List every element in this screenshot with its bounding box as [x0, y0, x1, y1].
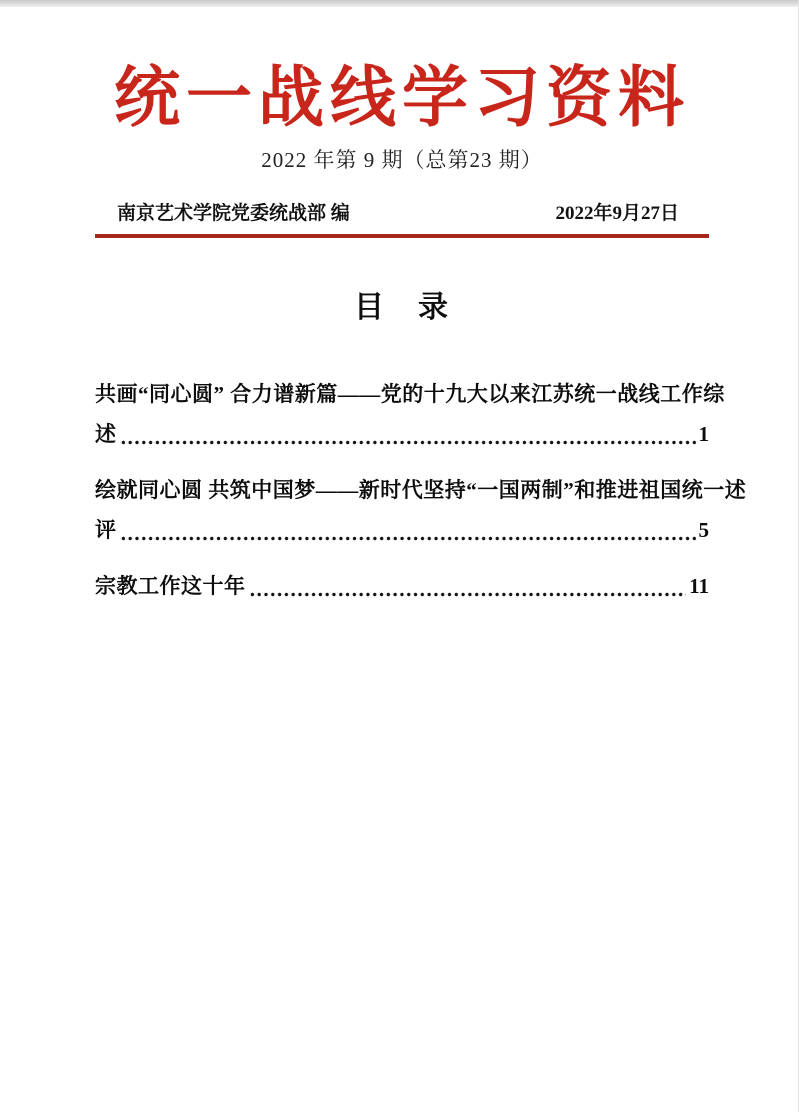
- editor-credit: 南京艺术学院党委统战部 编: [117, 203, 350, 225]
- publish-date: 2022年9月27日: [555, 203, 679, 225]
- toc-item-title-line: 绘就同心圆 共筑中国梦——新时代坚持“一国两制”和推进祖国统一述: [95, 478, 747, 503]
- toc-leader-row: [95, 566, 709, 606]
- toc-item-title: 宗教工作这十年: [95, 574, 246, 599]
- toc-item: [95, 566, 709, 606]
- editor-row: [95, 198, 709, 225]
- issue-number-line: 2022 年第 9 期（总第23 期）: [261, 148, 543, 173]
- toc-item-title-continuation: 评: [95, 518, 117, 543]
- page-content: [0, 59, 798, 606]
- toc-leader-row: [95, 414, 709, 454]
- toc-leader-row: [95, 510, 709, 550]
- red-divider-rule: [95, 234, 709, 238]
- toc-list: [95, 374, 747, 606]
- dot-leader: [120, 414, 696, 454]
- masthead-title: 统一战线学习资料: [114, 62, 690, 135]
- toc-page-number: 1: [698, 422, 709, 447]
- page-top-edge-shadow: [0, 0, 798, 7]
- dot-leader: [249, 566, 687, 606]
- dot-leader: [120, 510, 696, 550]
- toc-item-title-continuation: 述: [95, 422, 117, 447]
- toc-item-title-line: 共画“同心圆” 合力谱新篇——党的十九大以来江苏统一战线工作综: [95, 382, 725, 407]
- toc-page-number: 11: [689, 574, 709, 599]
- toc-heading: 目 录: [354, 291, 450, 325]
- toc-item: [95, 470, 747, 550]
- toc-page-number: 5: [698, 518, 709, 543]
- toc-item: [95, 374, 725, 454]
